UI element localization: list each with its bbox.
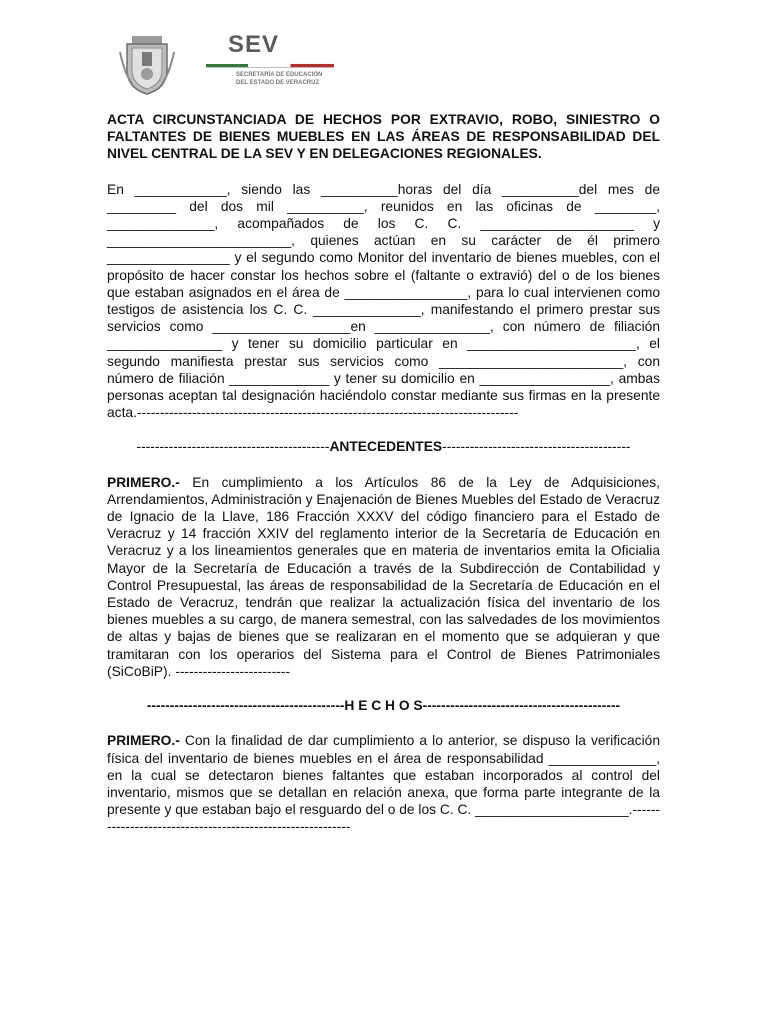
hechos-dashes-left: ------------------------------------------- [146, 698, 345, 714]
brand-subtitle [236, 72, 322, 87]
document-body [107, 111, 660, 836]
hechos-dashes-right: ------------------------------------------- [422, 698, 621, 714]
sev-logo [206, 31, 323, 86]
hechos-paragraph [107, 732, 660, 835]
primero-hechos-label: PRIMERO.- [107, 733, 180, 749]
antecedentes-paragraph [107, 474, 660, 680]
hechos-heading [107, 697, 660, 714]
primero-label: PRIMERO.- [107, 474, 180, 490]
primero-text: En cumplimiento a los Artículos 86 de la Ley de Adquisiciones, Arrendamientos, Administración y Enajenación de Bienes Muebles del Estado de Veracruz de Ignacio de la Llave, 186 Fracción XXXV del código financiero para el Estado de Veracruz y 14 fracción XXIV del reglamento interior de la Secretaría de Educación en Veracruz y a los lineamientos generales que en materia de inventarios emita la Oficialia Mayor de la Secretaría de Educación a través de la Subdirección de Contabilidad y Control Presupuestal, las áreas de responsabilidad de la Secretaría de Educación en el Estado de Veracruz, tendrán que realizar la actualización física del inventario de los bienes muebles a su cargo, de manera semestral, con las salvedades de los movimientos de altas y bajas de bienes que se realizaran en el momento que se adquieran y que tramitaran con los operarios del Sistema para el Control de Bienes Patrimoniales (SiCoBiP). ------------------------- [107, 474, 660, 679]
brand-name: SEV [228, 31, 280, 58]
document-title: ACTA CIRCUNSTANCIADA DE HECHOS POR EXTRAVIO, ROBO, SINIESTRO O FALTANTES DE BIENES MUEBLES EN LAS ÁREAS DE RESPONSABILIDAD DEL NIVEL CENTRAL DE LA SEV Y EN DELEGACIONES REGIONALES. [107, 112, 660, 162]
antecedentes-dashes-left: ------------------------------------------ [136, 439, 330, 455]
hechos-label: H E C H O S [344, 698, 423, 714]
intro-paragraph: En ____________, siendo las __________horas del día __________del mes de _________ del dos mil __________, reunidos en las oficinas de ________, ______________, acompañados de los C. C. ____________________ y ________________________, quienes actúan en su carácter de él primero ________________ y el segundo como Monitor del inventario de bienes muebles, con el propósito de hacer constar los hechos sobre el (faltante o extravió) del o de los bienes que estaban asignados en el área de ________________, para lo cual intervienen como testigos de asistencia los C. C. ______________, manifestando el primero prestar sus servicios como __________________en _______________, con número de filiación _______________ y tener su domicilio particular en ______________________, el segundo manifiesta prestar sus servicios como ________________________, con número de filiación _____________ y tener su domicilio en _________________, ambas personas aceptan tal designación haciéndolo constar mediante sus firmas en la presente acta.----------------------------------------------------------------------------------- [107, 181, 660, 421]
state-seal-icon [118, 32, 176, 96]
antecedentes-heading [107, 438, 660, 455]
antecedentes-dashes-right: ----------------------------------------- [442, 439, 631, 455]
primero-hechos-text: Con la finalidad de dar cumplimiento a lo anterior, se dispuso la verificación física del inventario de bienes muebles en el área de responsabilidad ______________, en la cual se detectaron bienes faltantes que estaban incorporados al control del inventario, mismos que se detallan en relación anexa, que forma parte integrante de la presente y que estaban bajo el resguardo del o de los C. C. ____________________.----------------------------------------------------------- [107, 733, 661, 835]
letterhead [118, 28, 338, 98]
antecedentes-label: ANTECEDENTES [329, 439, 443, 455]
brand-subtitle-line2: DEL ESTADO DE VERACRUZ [236, 79, 320, 86]
brand-subtitle-line1: SECRETARÍA DE EDUCACIÓN [236, 72, 323, 78]
logo-rule [206, 67, 334, 68]
